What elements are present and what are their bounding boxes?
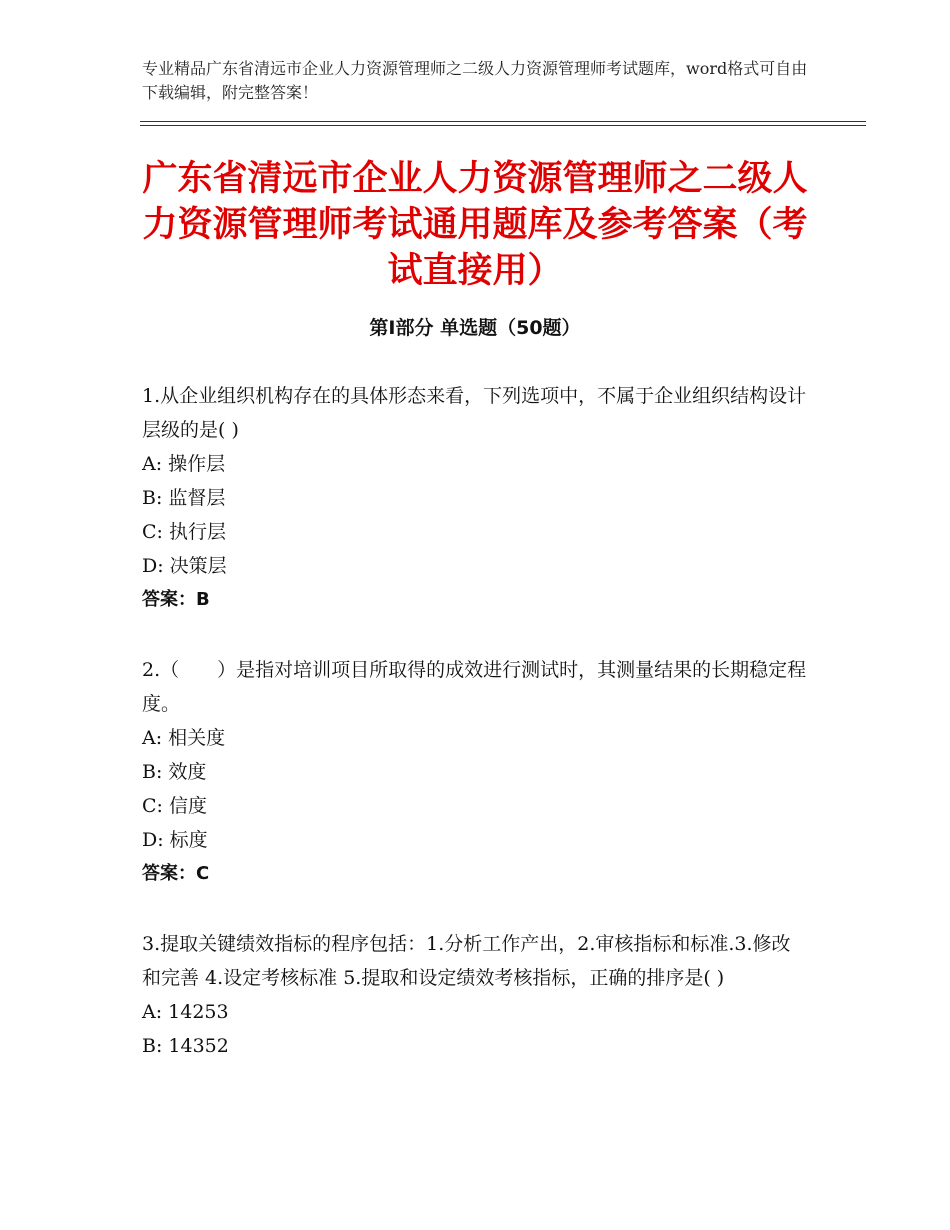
option-a: A: 相关度 xyxy=(142,727,226,749)
section-title: 第Ⅰ部分 单选题（50题） xyxy=(369,317,581,339)
answer: 答案：B xyxy=(142,589,210,610)
question-1 xyxy=(142,379,807,617)
header-rule-thick xyxy=(140,121,866,122)
document-title: 广东省清远市企业人力资源管理师之二级人力资源管理师考试通用题库及参考答案（考试直接用） xyxy=(142,159,808,291)
question-stem: 3.提取关键绩效指标的程序包括：1.分析工作产出，2.审核指标和标准.3.修改和完善 4.设定考核标准 5.提取和设定绩效考核指标，正确的排序是( ) xyxy=(142,933,791,989)
option-b: B: 效度 xyxy=(142,761,207,783)
question-stem: 1.从企业组织机构存在的具体形态来看，下列选项中，不属于企业组织结构设计层级的是( ) xyxy=(142,385,807,441)
option-a: A: 操作层 xyxy=(142,453,226,475)
question-2 xyxy=(142,653,807,891)
option-a: A: 14253 xyxy=(142,1001,229,1023)
option-c: C: 执行层 xyxy=(142,521,226,543)
option-c: C: 信度 xyxy=(142,795,207,817)
option-d: D: 决策层 xyxy=(142,555,227,577)
question-3 xyxy=(142,927,807,1063)
option-d: D: 标度 xyxy=(142,829,208,851)
option-b: B: 监督层 xyxy=(142,487,226,509)
header-rule-thin xyxy=(140,125,866,126)
header-note: 专业精品广东省清远市企业人力资源管理师之二级人力资源管理师考试题库，word格式可自由下载编辑，附完整答案！ xyxy=(142,59,808,102)
answer: 答案：C xyxy=(142,863,210,884)
option-b: B: 14352 xyxy=(142,1035,229,1057)
question-stem: 2.（ ）是指对培训项目所取得的成效进行测试时，其测量结果的长期稳定程度。 xyxy=(142,659,807,715)
